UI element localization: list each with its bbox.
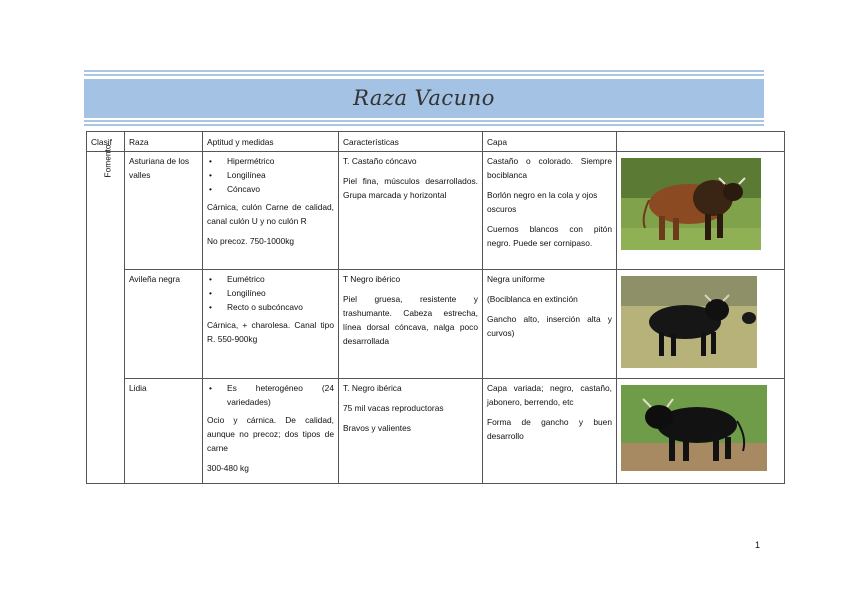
aptitud-cell bbox=[203, 152, 339, 270]
table-row bbox=[87, 379, 785, 484]
image-cell bbox=[617, 379, 785, 484]
header-caracteristicas: Características bbox=[339, 132, 483, 152]
aptitud-text: Ocio y cárnica. De calidad, aunque no precoz; dos tipos de carne bbox=[207, 415, 334, 453]
lidia-bull-photo bbox=[621, 385, 767, 471]
title-band bbox=[84, 70, 764, 128]
capa-text: Negra uniforme bbox=[487, 274, 545, 284]
title-stripe-top-2 bbox=[84, 74, 764, 76]
aptitud-bullet: • Es heterogéneo (24 variedades) bbox=[207, 381, 334, 409]
caracteristicas-cell bbox=[339, 379, 483, 484]
image-cell bbox=[617, 270, 785, 379]
capa-cell bbox=[483, 270, 617, 379]
caracteristicas-text: 75 mil vacas reproductoras bbox=[343, 403, 444, 413]
clasif-cell bbox=[87, 144, 125, 484]
aptitud-bullet: • Cóncavo bbox=[207, 182, 334, 196]
title-stripe-bottom bbox=[84, 120, 764, 122]
raza-name: Asturiana de los valles bbox=[129, 156, 190, 180]
aptitud-bullet: • Longilíneo bbox=[207, 286, 334, 300]
caracteristicas-text: T. Negro ibérica bbox=[343, 383, 402, 393]
caracteristicas-text: T. Castaño cóncavo bbox=[343, 156, 417, 166]
table-row bbox=[87, 152, 785, 270]
header-image bbox=[617, 132, 785, 152]
caracteristicas-text: Piel fina, músculos desarrollados. Grupa marcada y horizontal bbox=[343, 176, 478, 200]
image-cell bbox=[617, 152, 785, 270]
caracteristicas-cell bbox=[339, 270, 483, 379]
avilena-bull-photo bbox=[621, 276, 757, 368]
aptitud-cell bbox=[203, 379, 339, 484]
aptitud-text: 300-480 kg bbox=[207, 463, 249, 473]
raza-cell bbox=[125, 270, 203, 379]
aptitud-bullet: • Eumétrico bbox=[207, 272, 334, 286]
caracteristicas-cell bbox=[339, 152, 483, 270]
caracteristicas-text: Piel gruesa, resistente y trashumante. Cabeza estrecha, línea dorsal cóncava, nalga poco desarrollada bbox=[343, 294, 478, 346]
capa-text: Gancho alto, inserción alta y curvos) bbox=[487, 314, 612, 338]
capa-text: Forma de gancho y buen desarrollo bbox=[487, 417, 612, 441]
capa-text: Cuernos blancos con pitón negro. Puede ser cornipaso. bbox=[487, 224, 612, 248]
aptitud-bullet: • Longilínea bbox=[207, 168, 334, 182]
caracteristicas-text: Bravos y valientes bbox=[343, 423, 411, 433]
aptitud-text: Cárnica, + charolesa. Canal tipo R. 550-900kg bbox=[207, 320, 334, 344]
header-capa: Capa bbox=[483, 132, 617, 152]
header-raza: Raza bbox=[125, 132, 203, 152]
table-header-row bbox=[87, 132, 785, 152]
raza-name: Avileña negra bbox=[129, 274, 181, 284]
capa-text: (Bociblanca en extinción bbox=[487, 294, 578, 304]
aptitud-cell bbox=[203, 270, 339, 379]
raza-name: Lidia bbox=[129, 383, 147, 393]
raza-cell bbox=[125, 152, 203, 270]
capa-cell bbox=[483, 152, 617, 270]
capa-text: Borlón negro en la cola y ojos oscuros bbox=[487, 190, 598, 214]
capa-text: Capa variada; negro, castaño, jabonero, berrendo, etc bbox=[487, 383, 612, 407]
capa-text: Castaño o colorado. Siempre bociblanca bbox=[487, 156, 612, 180]
group-label: Fomento bbox=[102, 144, 113, 178]
page-title: Raza Vacuno bbox=[353, 86, 495, 110]
aptitud-text: Cárnica, culón Carne de calidad, canal culón U y no culón R bbox=[207, 202, 334, 226]
caracteristicas-text: T Negro ibérico bbox=[343, 274, 401, 284]
header-aptitud: Aptitud y medidas bbox=[203, 132, 339, 152]
title-stripe-top bbox=[84, 70, 764, 72]
header-clasif: Clasif bbox=[87, 132, 125, 152]
title-stripe-bottom-2 bbox=[84, 124, 764, 126]
aptitud-bullet: • Hipermétrico bbox=[207, 154, 334, 168]
page-number: 1 bbox=[755, 540, 761, 550]
breeds-table bbox=[86, 131, 785, 484]
raza-cell bbox=[125, 379, 203, 484]
aptitud-bullet: • Recto o subcóncavo bbox=[207, 300, 334, 314]
aptitud-text: No precoz. 750-1000kg bbox=[207, 236, 295, 246]
asturiana-bull-photo bbox=[621, 158, 761, 250]
table-row bbox=[87, 270, 785, 379]
capa-cell bbox=[483, 379, 617, 484]
